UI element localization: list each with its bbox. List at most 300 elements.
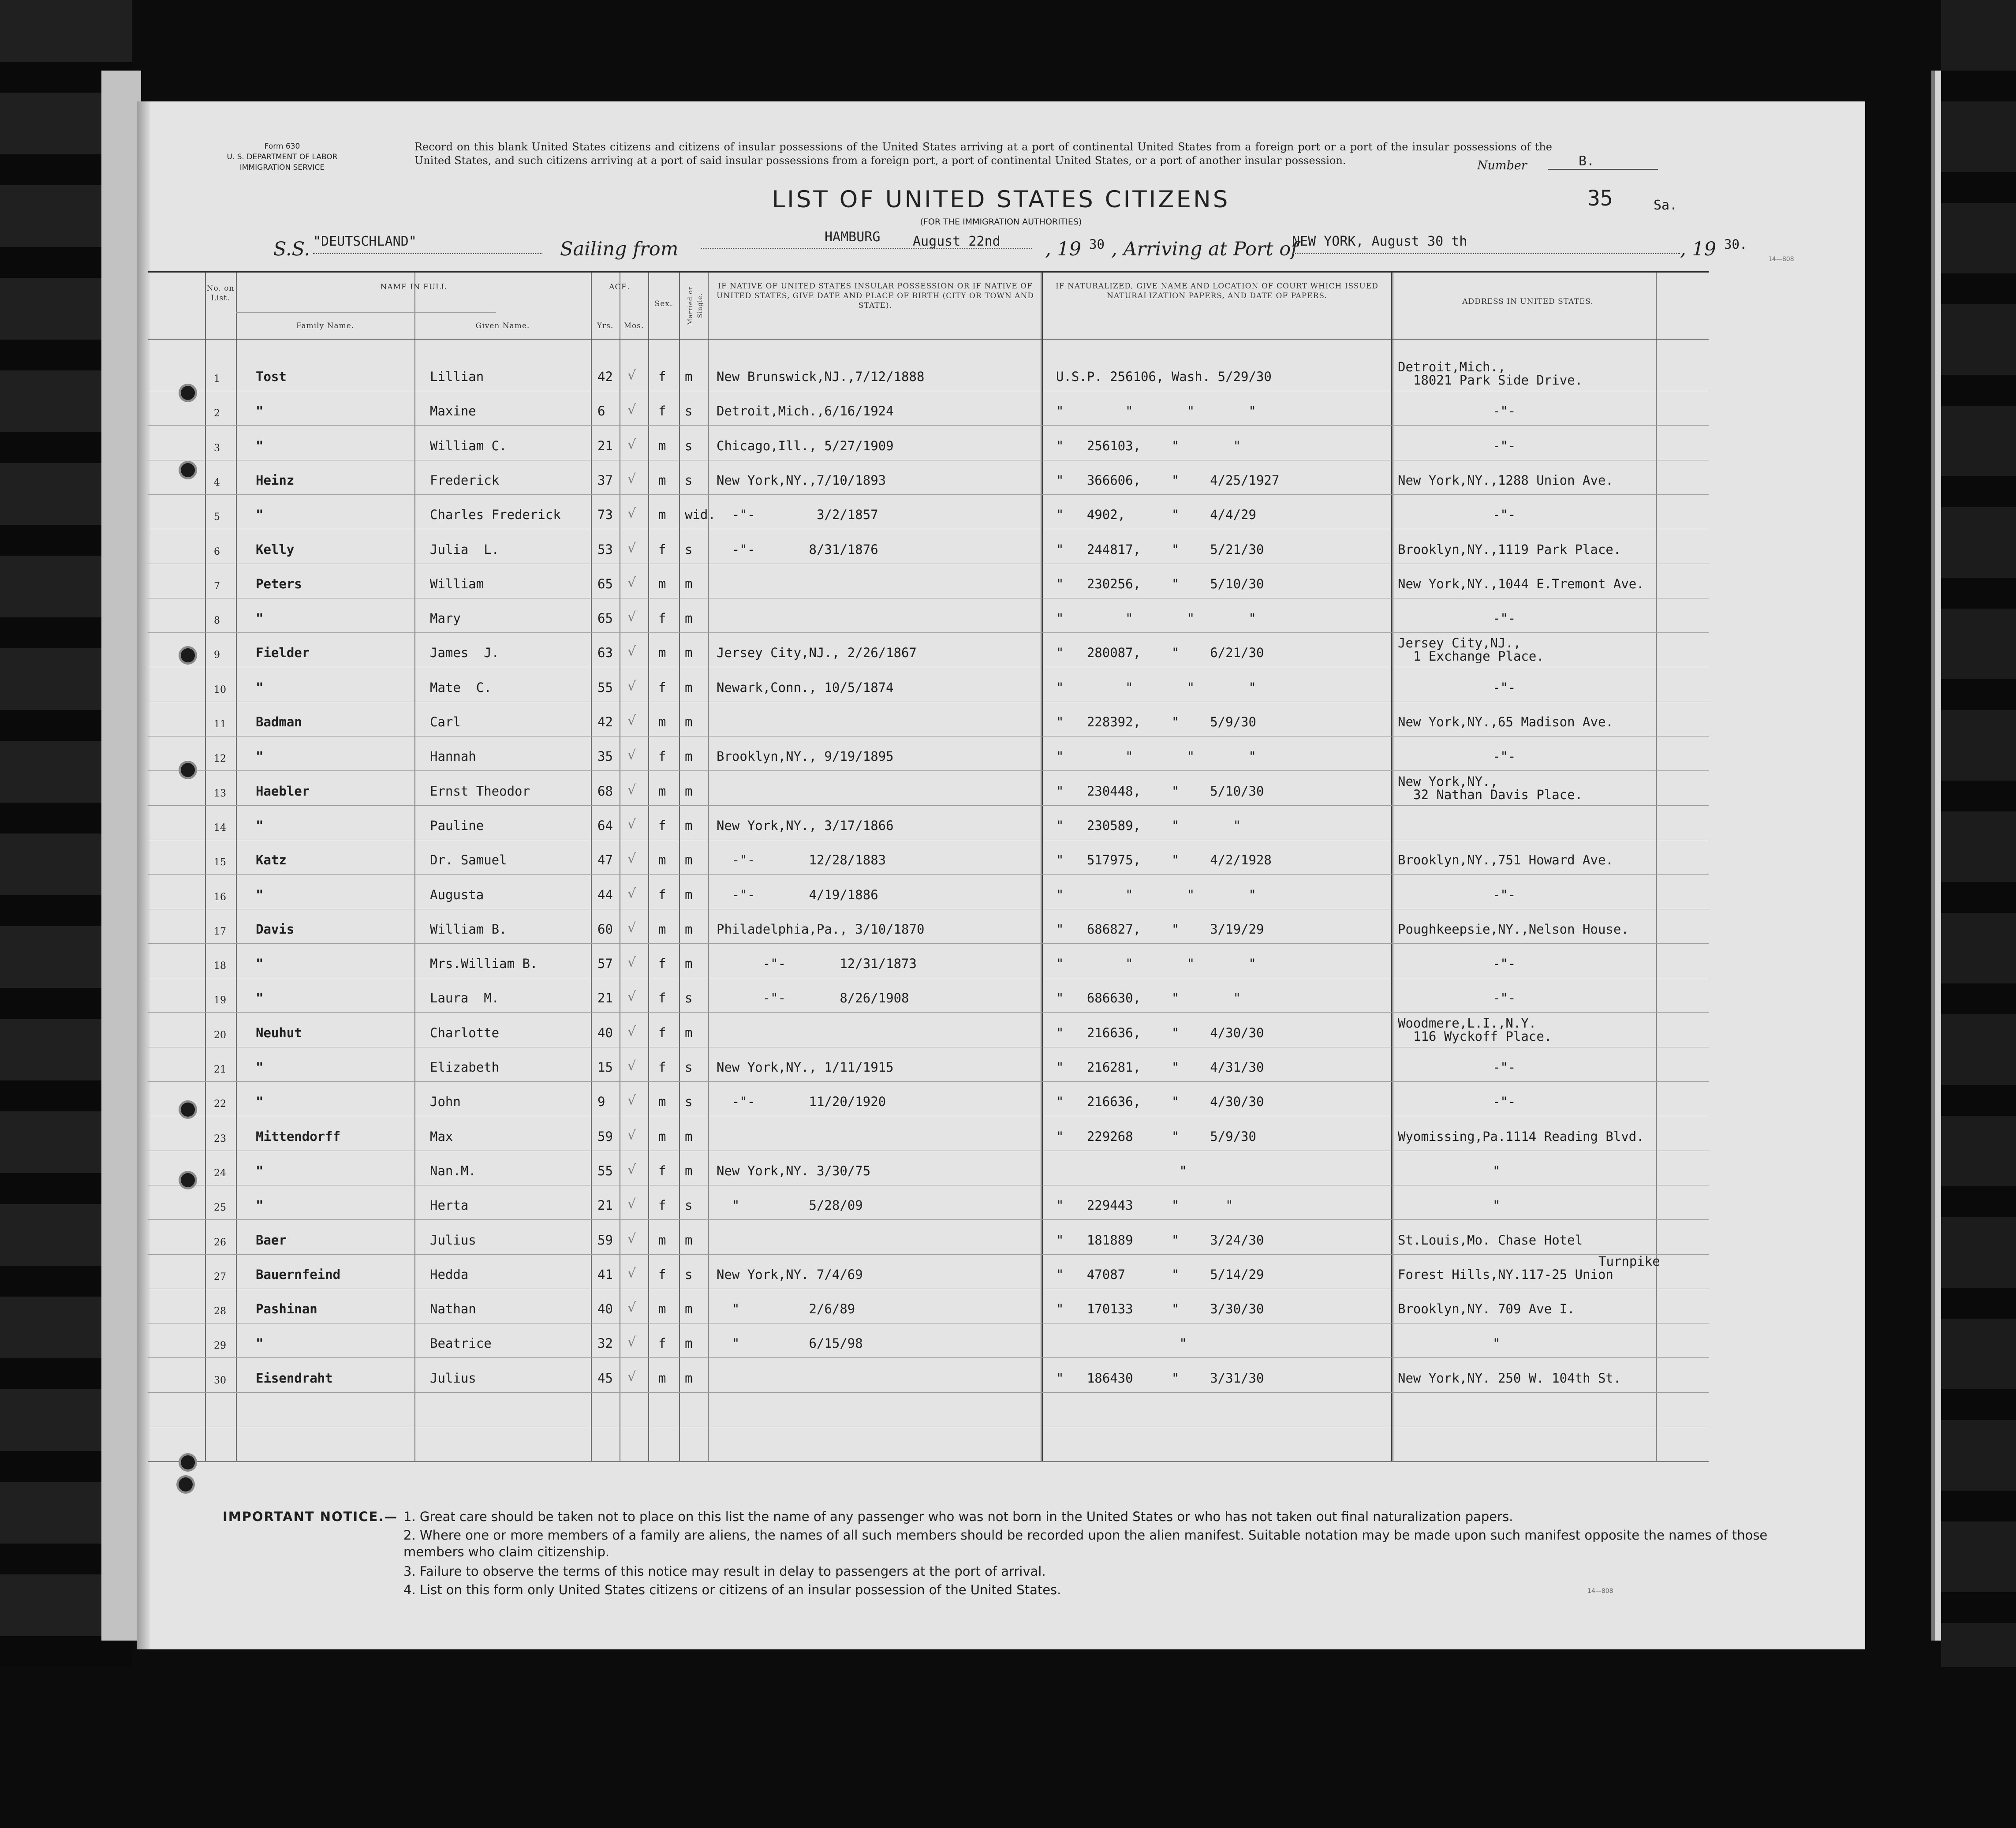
address: -"- [1493,749,1516,764]
given-name: William B. [430,921,507,937]
address-line-2: 18021 Park Side Drive. [1413,373,1583,388]
sex: m [658,576,666,591]
sex: m [658,1232,666,1248]
given-name: Mate C. [430,680,492,695]
birth-info: -"- 3/2/1857 [717,507,878,523]
family-name: Eisendraht [256,1370,333,1386]
notice-item-3: 3. Failure to observe the terms of this notice may result in delay to passengers at the port of arrival. [403,1564,1046,1579]
notice-item-2: 2. Where one or more members of a family are aliens, the names of all such members should be recorded upon the alien manifest. Suitable notation may be made upon such manifest opposite the names of those members who claim citizenship. [403,1528,1768,1559]
family-name: " [256,1094,264,1110]
naturalization-info: " 4902, " 4/4/29 [1056,507,1256,523]
marital-status: m [685,921,693,937]
marital-status: m [685,714,693,729]
age-years: 37 [597,472,613,488]
given-name: Hannah [430,749,476,764]
given-name: James J. [430,645,500,661]
age-years: 65 [597,611,613,626]
sheet-number: 35 [1587,186,1613,211]
age-years: 44 [597,887,613,902]
departure-year: 30 [1089,237,1105,252]
address: -"- [1493,887,1516,902]
naturalization-info: " " " " [1056,749,1256,764]
naturalization-info: " 186430 " 3/31/30 [1056,1370,1264,1386]
year-prefix-2: , 19 [1680,238,1717,260]
age-years: 41 [597,1267,613,1282]
address: St.Louis,Mo. Chase Hotel [1398,1232,1583,1248]
address: " [1493,1198,1501,1213]
address: Brooklyn,NY.,1119 Park Place. [1398,542,1621,557]
given-name: Nathan [430,1301,476,1317]
marital-status: m [685,1301,693,1317]
age-years: 73 [597,507,613,523]
handwritten-annotation [831,1402,836,1416]
row-rule [148,874,1709,875]
punch-hole [181,463,195,477]
row-rule [148,1357,1709,1358]
address: New York,NY., [1398,774,1498,789]
marital-status: s [685,1094,693,1110]
age-years: 21 [597,1198,613,1213]
col-divider [591,273,592,1461]
check-mark: √ [627,1335,636,1350]
check-mark: √ [627,402,636,418]
row-number: 7 [214,580,220,592]
print-code-top: 14—808 [1768,256,1794,263]
sex: f [658,956,666,972]
naturalization-info: " 230448, " 5/10/30 [1056,783,1264,799]
row-number: 6 [214,546,220,557]
punch-hole [181,1455,195,1469]
address: -"- [1493,611,1516,626]
header-naturalized: IF NATURALIZED, GIVE NAME AND LOCATION OF COURT WHICH ISSUED NATURALIZATION PAPERS, AND DATE OF PAPERS. [1056,282,1378,300]
family-name: " [256,438,264,453]
marital-status: m [685,576,693,591]
naturalization-info: " " " " [1056,680,1256,695]
address: -"- [1493,507,1516,523]
header-mos: Mos. [623,321,644,330]
check-mark: √ [627,920,636,936]
sex: m [658,1094,666,1110]
family-name: Heinz [256,472,295,488]
naturalization-info: " [1056,1336,1187,1351]
naturalization-info: " 366606, " 4/25/1927 [1056,472,1280,488]
row-rule [148,1461,1709,1462]
given-name: Lillian [430,369,484,384]
header-family-name: Family Name. [296,321,355,330]
row-rule [148,1254,1709,1255]
row-number: 21 [214,1064,226,1075]
header-address: ADDRESS IN UNITED STATES. [1462,297,1594,306]
col-divider [648,273,649,1461]
print-code-bottom: 14—808 [1587,1588,1613,1595]
marital-status: s [685,404,693,419]
row-number: 23 [214,1133,226,1144]
family-name: Baer [256,1232,287,1248]
row-rule [148,425,1709,426]
row-number: 22 [214,1099,226,1110]
age-years: 21 [597,438,613,453]
sex: f [658,749,666,764]
punch-hole [181,648,195,662]
col-divider [1656,273,1657,1461]
birth-info: " 2/6/89 [717,1301,855,1317]
birth-info: Brooklyn,NY., 9/19/1895 [717,749,894,764]
punch-hole [179,1477,193,1492]
row-number: 10 [214,684,226,695]
sex: f [658,1336,666,1351]
naturalization-info: " " " " [1056,887,1256,902]
row-rule [148,1392,1709,1393]
age-years: 40 [597,1301,613,1317]
check-mark: √ [627,886,636,901]
given-name: William [430,576,484,591]
address: -"- [1493,1094,1516,1110]
row-number: 15 [214,857,226,868]
row-rule [148,1219,1709,1220]
check-mark: √ [627,1162,636,1178]
family-name: " [256,1060,264,1075]
address: Brooklyn,NY. 709 Ave I. [1398,1301,1575,1317]
col-divider [205,273,206,1461]
row-number: 9 [214,650,220,661]
age-years: 32 [597,1336,613,1351]
marital-status: s [685,542,693,557]
age-years: 57 [597,956,613,972]
row-rule [148,943,1709,944]
sex: f [658,1025,666,1040]
col-divider [236,273,237,1461]
year-prefix-1: , 19 [1045,238,1082,260]
check-mark: √ [627,1231,636,1247]
col-divider [1041,273,1043,1461]
address: -"- [1493,438,1516,453]
address: New York,NY.,1288 Union Ave. [1398,472,1613,488]
check-mark: √ [627,437,636,452]
address: Forest Hills,NY.117-25 Union [1398,1267,1613,1282]
marital-status: m [685,1025,693,1040]
header-subline [236,312,496,313]
naturalization-info: " 517975, " 4/2/1928 [1056,852,1272,868]
birth-info: " 6/15/98 [717,1336,863,1351]
birth-info: Detroit,Mich.,6/16/1924 [717,404,894,419]
ship-name: "DEUTSCHLAND" [313,234,542,254]
header-native-birth: IF NATIVE OF UNITED STATES INSULAR POSSESSION OR IF NATIVE OF UNITED STATES, GIVE DATE AND PLACE OF BIRTH (CITY OR TOWN AND STATE). [717,282,1034,310]
departure-date: August 22nd [913,234,1001,249]
naturalization-info: " " " " [1056,956,1256,972]
header-given-name: Given Name. [475,321,530,330]
header-sex: Sex. [654,299,673,308]
given-name: Max [430,1129,453,1144]
naturalization-info: " " " " [1056,404,1256,419]
film-edge-right [1941,0,2016,1667]
row-number: 20 [214,1029,226,1041]
naturalization-info: " 244817, " 5/21/30 [1056,542,1264,557]
marital-status: wid. [685,507,716,523]
notice-heading: IMPORTANT NOTICE.— [223,1509,398,1524]
naturalization-info: " 686630, " " [1056,991,1241,1006]
header-age: AGE. [609,283,630,292]
family-name: " [256,1198,264,1213]
row-number: 28 [214,1306,226,1317]
given-name: Charles Frederick [430,507,561,523]
marital-status: m [685,1163,693,1178]
check-mark: √ [627,1127,636,1143]
age-years: 40 [597,1025,613,1040]
check-mark: √ [627,713,636,729]
row-rule [148,770,1709,771]
age-years: 6 [597,404,605,419]
check-mark: √ [627,816,636,832]
family-name: Davis [256,921,295,937]
age-years: 45 [597,1370,613,1386]
sex: f [658,542,666,557]
age-years: 42 [597,369,613,384]
sex: m [658,921,666,937]
family-name: Pashinan [256,1301,317,1317]
number-value: B. [1548,153,1658,170]
sex: m [658,1301,666,1317]
row-number: 13 [214,788,226,799]
age-years: 68 [597,783,613,799]
page-subtitle: (FOR THE IMMIGRATION AUTHORITIES) [920,217,1082,227]
address-line-2: 116 Wyckoff Place. [1413,1028,1552,1044]
check-mark: √ [627,1300,636,1316]
family-name: Mittendorff [256,1129,341,1144]
birth-info: -"- 12/28/1883 [717,852,886,868]
marital-status: s [685,1198,693,1213]
ss-label: S.S. [273,238,310,260]
row-number: 29 [214,1340,226,1352]
marital-status: m [685,783,693,799]
birth-info: New York,NY. 7/4/69 [717,1267,863,1282]
age-years: 21 [597,991,613,1006]
marital-status: m [685,645,693,661]
naturalization-info: " 256103, " " [1056,438,1241,453]
address: New York,NY.,65 Madison Ave. [1398,714,1613,729]
address-continuation: Turnpike [1598,1253,1660,1269]
notice-item-1: 1. Great care should be taken not to place on this list the name of any passenger who was not born in the United States or who has not taken out final naturalization papers. [403,1509,1513,1524]
given-name: Ernst Theodor [430,783,530,799]
address: New York,NY.,1044 E.Tremont Ave. [1398,576,1644,591]
family-name: " [256,991,264,1006]
adjacent-page-left [101,71,141,1641]
row-number: 26 [214,1237,226,1248]
row-number: 17 [214,926,226,937]
row-number: 19 [214,995,226,1006]
sex: m [658,1129,666,1144]
birth-info: Newark,Conn., 10/5/1874 [717,680,894,695]
birth-info: New York,NY.,7/10/1893 [717,472,886,488]
sex: m [658,714,666,729]
birth-info: New York,NY., 3/17/1866 [717,818,894,833]
family-name: " [256,1336,264,1351]
form-number: Form 630 [264,142,300,151]
marital-status: m [685,887,693,902]
marital-status: m [685,818,693,833]
given-name: Dr. Samuel [430,852,507,868]
check-mark: √ [627,955,636,971]
naturalization-info: " 181889 " 3/24/30 [1056,1232,1264,1248]
address-line-2: 32 Nathan Davis Place. [1413,787,1583,802]
header-bottom-line [148,339,1709,340]
naturalization-info: " 216281, " 4/31/30 [1056,1060,1264,1075]
sex: f [658,680,666,695]
given-name: Carl [430,714,461,729]
address: Woodmere,L.I.,N.Y. [1398,1015,1537,1031]
check-mark: √ [627,540,636,556]
marital-status: s [685,991,693,1006]
given-name: Elizabeth [430,1060,500,1075]
marital-status: m [685,1129,693,1144]
age-years: 9 [597,1094,605,1110]
family-name: " [256,749,264,764]
given-name: Mrs.William B. [430,956,538,972]
naturalization-info: " 686827, " 3/19/29 [1056,921,1264,937]
sex: m [658,645,666,661]
address: " [1493,1163,1501,1178]
row-number: 4 [214,477,220,488]
age-years: 63 [597,645,613,661]
naturalization-info: " 216636, " 4/30/30 [1056,1025,1264,1040]
family-name: " [256,956,264,972]
check-mark: √ [627,644,636,660]
row-number: 11 [214,719,226,730]
marital-status: s [685,1267,693,1282]
check-mark: √ [627,575,636,591]
naturalization-info: " [1056,1163,1187,1178]
punch-hole [181,763,195,777]
given-name: Augusta [430,887,484,902]
family-name: Neuhut [256,1025,302,1040]
address: Brooklyn,NY.,751 Howard Ave. [1398,852,1613,868]
birth-info: -"- 8/26/1908 [717,991,909,1006]
family-name: Kelly [256,542,295,557]
address: -"- [1493,404,1516,419]
age-years: 15 [597,1060,613,1075]
age-years: 59 [597,1232,613,1248]
naturalization-info: " 229268 " 5/9/30 [1056,1129,1256,1144]
check-mark: √ [627,989,636,1005]
naturalization-info: " 170133 " 3/30/30 [1056,1301,1264,1317]
given-name: Maxine [430,404,476,419]
naturalization-info: " 230256, " 5/10/30 [1056,576,1264,591]
sex: f [658,611,666,626]
age-years: 64 [597,818,613,833]
age-years: 55 [597,1163,613,1178]
family-name: " [256,507,264,523]
address: New York,NY. 250 W. 104th St. [1398,1370,1621,1386]
marital-status: s [685,438,693,453]
check-mark: √ [627,471,636,487]
row-number: 2 [214,408,220,419]
header-married-single: Married or Single. [687,286,704,325]
birth-info: Chicago,Ill., 5/27/1909 [717,438,894,453]
address: -"- [1493,680,1516,695]
family-name: " [256,1163,264,1178]
marital-status: m [685,611,693,626]
family-name: " [256,611,264,626]
birth-info: New Brunswick,NJ.,7/12/1888 [717,369,925,384]
row-rule [148,1081,1709,1082]
page-title: LIST OF UNITED STATES CITIZENS [772,186,1230,213]
sex: m [658,783,666,799]
row-number: 3 [214,442,220,454]
notice-item-4: 4. List on this form only United States citizens or citizens of an insular possession of the United States. [403,1582,1061,1597]
birth-info: New York,NY. 3/30/75 [717,1163,871,1178]
check-mark: √ [627,368,636,383]
sex: f [658,1198,666,1213]
arrival-year: 30. [1724,237,1747,252]
address: " [1493,1336,1501,1351]
given-name: Mary [430,611,461,626]
check-mark: √ [627,506,636,522]
age-years: 60 [597,921,613,937]
family-name: " [256,404,264,419]
birth-info: Jersey City,NJ., 2/26/1867 [717,645,917,661]
check-mark: √ [627,609,636,625]
sex: f [658,818,666,833]
address: Poughkeepsie,NY.,Nelson House. [1398,921,1629,937]
address: Detroit,Mich., [1398,359,1506,374]
family-name: Peters [256,576,302,591]
sailing-label: Sailing from [560,238,679,260]
sex: f [658,1060,666,1075]
given-name: William C. [430,438,507,453]
sex: f [658,404,666,419]
family-name: Katz [256,852,287,868]
birth-info: -"- 11/20/1920 [717,1094,886,1110]
arrival-port-date: NEW YORK, August 30 th [1292,234,1680,254]
row-rule [148,632,1709,633]
row-number: 25 [214,1202,226,1214]
header-no-on-list: No. on List. [206,284,235,303]
form-department: U. S. DEPARTMENT OF LABOR [227,153,338,161]
check-mark: √ [627,782,636,798]
address: -"- [1493,991,1516,1006]
row-number: 30 [214,1375,226,1386]
naturalization-info: " 229443 " " [1056,1198,1233,1213]
given-name: Laura M. [430,991,500,1006]
row-number: 14 [214,822,226,834]
marital-status: m [685,1370,693,1386]
given-name: John [430,1094,461,1110]
given-name: Julius [430,1232,476,1248]
check-mark: √ [627,1058,636,1074]
sex: m [658,472,666,488]
number-label: Number [1477,159,1527,172]
col-divider [1391,273,1393,1461]
row-number: 24 [214,1167,226,1179]
marital-status: m [685,956,693,972]
family-name: Tost [256,369,287,384]
sex: f [658,991,666,1006]
check-mark: √ [627,678,636,694]
marital-status: s [685,1060,693,1075]
sex: m [658,438,666,453]
marital-status: m [685,1232,693,1248]
address: Wyomissing,Pa.1114 Reading Blvd. [1398,1129,1644,1144]
sex: f [658,1163,666,1178]
family-name: " [256,818,264,833]
birth-info: Philadelphia,Pa., 3/10/1870 [717,921,925,937]
row-rule [148,494,1709,495]
family-name: " [256,680,264,695]
given-name: Herta [430,1198,469,1213]
address-line-2: 1 Exchange Place. [1413,649,1544,664]
given-name: Pauline [430,818,484,833]
birth-info: -"- 12/31/1873 [717,956,917,972]
punch-hole [181,386,195,400]
